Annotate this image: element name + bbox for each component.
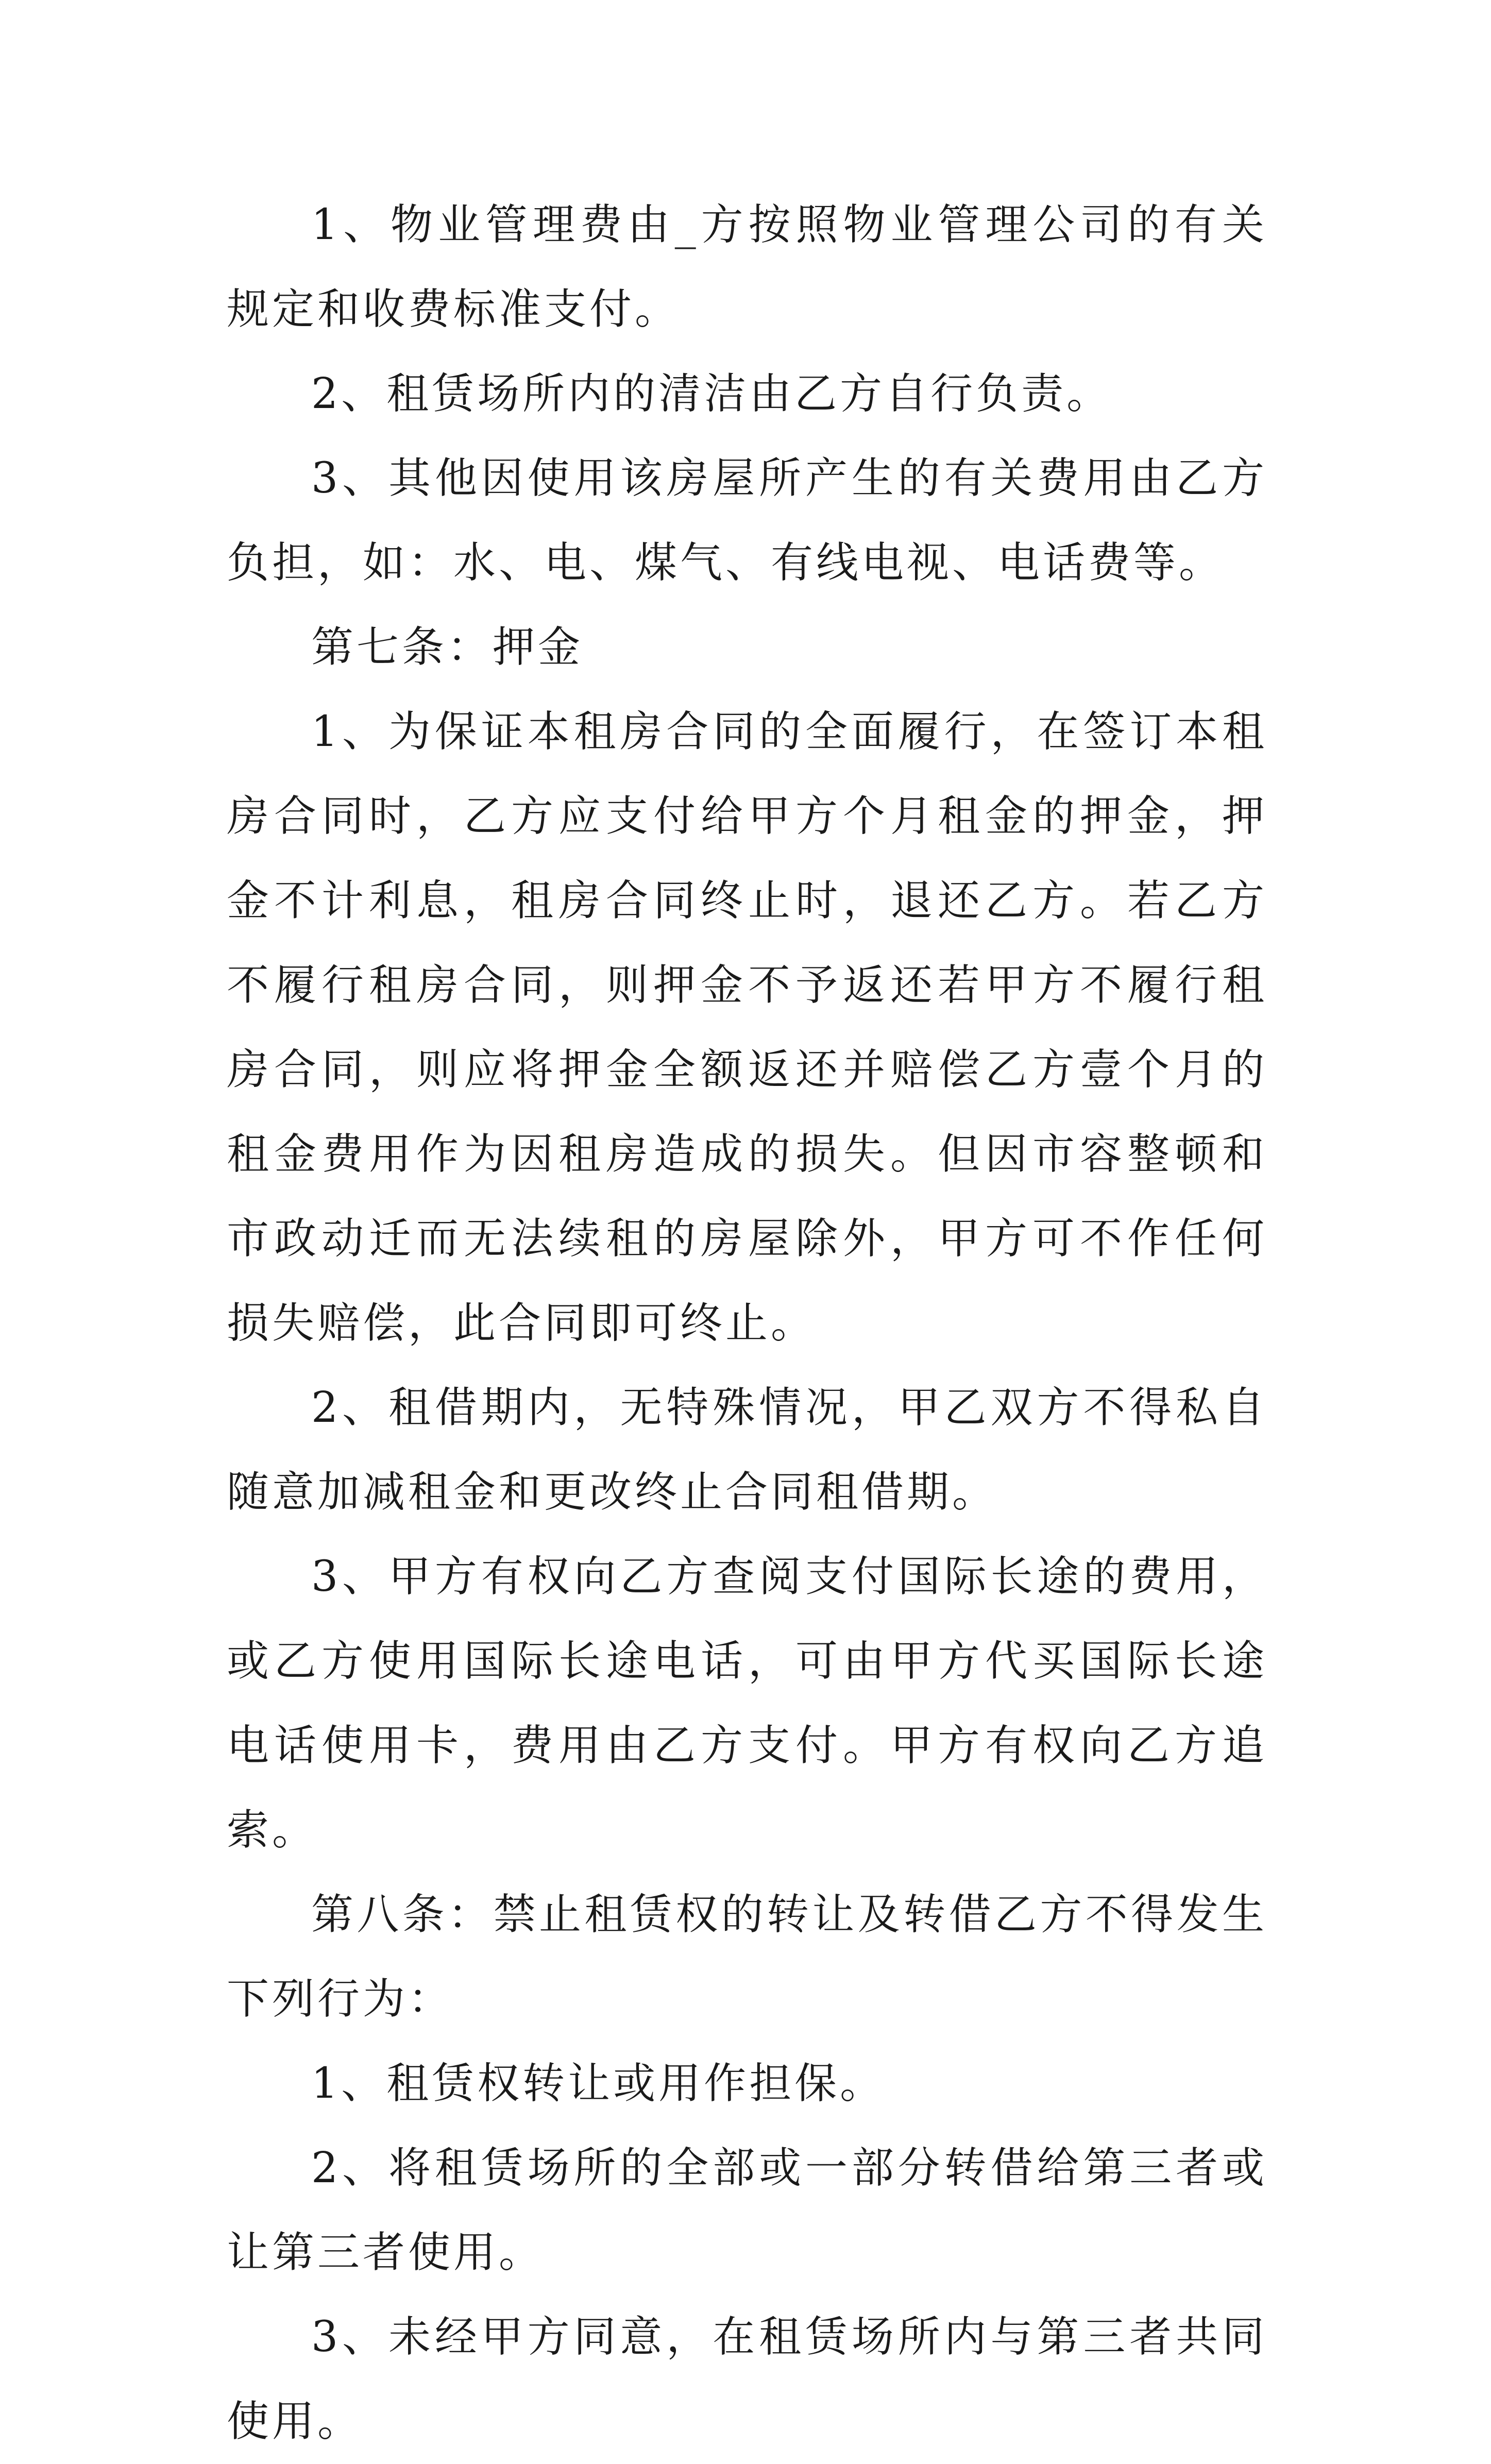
section-heading-article-8: 第八条：禁止租赁权的转让及转借乙方不得发生下列行为：	[227, 1890, 1267, 2024]
paragraph-deposit-3: 3、甲方有权向乙方查阅支付国际长途的费用，或乙方使用国际长途电话，可由甲方代买国际长途电话使用卡，费用由乙方支付。甲方有权向乙方追索。	[227, 1552, 1267, 1855]
paragraph-fee-1: 1、物业管理费由_方按照物业管理公司的有关规定和收费标准支付。	[227, 200, 1267, 334]
paragraph-prohibition-2: 2、将租赁场所的全部或一部分转借给第三者或让第三者使用。	[227, 2144, 1267, 2277]
document-body	[227, 183, 1267, 2464]
paragraph-prohibition-1: 1、租赁权转让或用作担保。	[311, 2059, 886, 2108]
paragraph-deposit-1: 1、为保证本租房合同的全面履行，在签订本租房合同时，乙方应支付给甲方个月租金的押金，押金不计利息，租房合同终止时，退还乙方。若乙方不履行租房合同，则押金不予返还若甲方不履行租房合同，则应将押金全额返还并赔偿乙方壹个月的租金费用作为因租房造成的损失。但因市容整顿和市政动迁而无法续租的房屋除外，甲方可不作任何损失赔偿，此合同即可终止。	[227, 707, 1267, 1348]
paragraph-prohibition-3: 3、未经甲方同意，在租赁场所内与第三者共同使用。	[227, 2313, 1267, 2446]
section-heading-article-7: 第七条：押金	[311, 623, 584, 672]
paragraph-fee-3: 3、其他因使用该房屋所产生的有关费用由乙方负担，如：水、电、煤气、有线电视、电话费等。	[227, 454, 1267, 587]
paragraph-deposit-2: 2、租借期内，无特殊情况，甲乙双方不得私自随意加减租金和更改终止合同租借期。	[227, 1383, 1267, 1517]
paragraph-fee-2: 2、租赁场所内的清洁由乙方自行负责。	[311, 369, 1112, 418]
